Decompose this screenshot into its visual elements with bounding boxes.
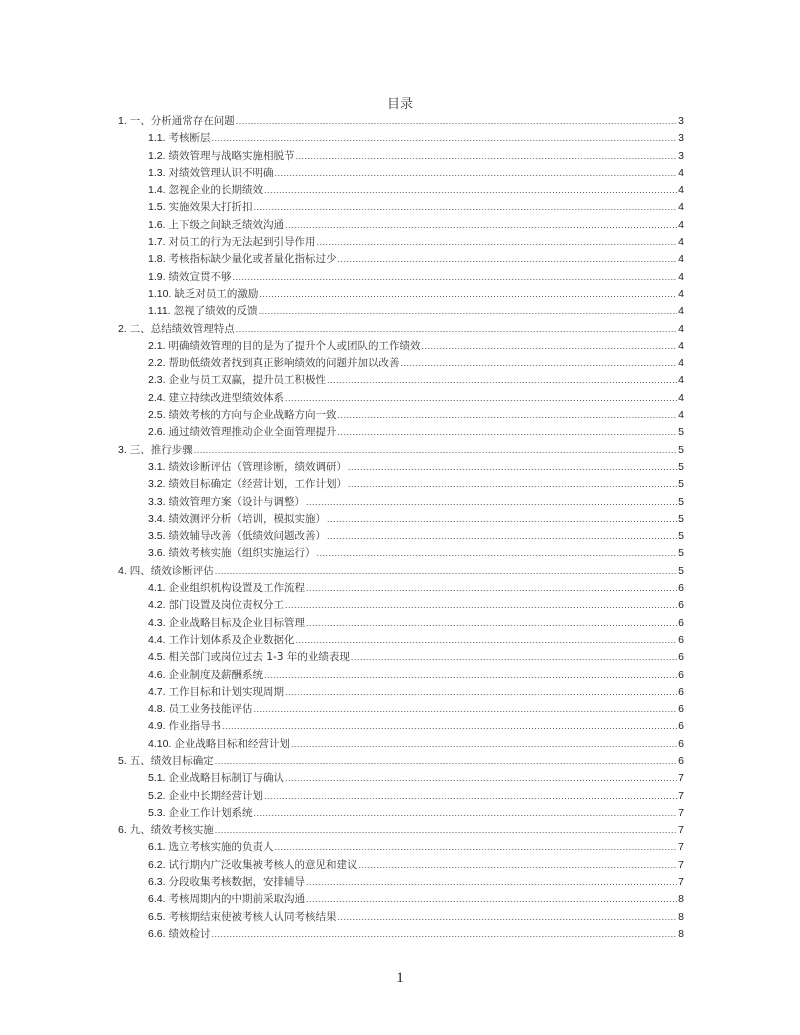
- dot-leader: [236, 321, 677, 338]
- toc-entry-text: 三、推行步骤: [129, 443, 193, 456]
- dot-leader: [275, 839, 678, 856]
- toc-entry-number: 1.1.: [148, 132, 166, 145]
- toc-entry-number: 1.3.: [148, 166, 166, 179]
- toc-entry-level2[interactable]: [118, 580, 684, 597]
- dot-leader: [338, 251, 678, 268]
- toc-entry-page: 8: [678, 893, 684, 906]
- dot-leader: [264, 788, 677, 805]
- dot-leader: [264, 667, 677, 684]
- toc-entry-level2[interactable]: [118, 372, 684, 389]
- toc-entry-text: 绩效考核的方向与企业战略方向一致: [168, 409, 337, 422]
- toc-entry-number: 4.9.: [148, 720, 166, 733]
- toc-entry-text: 企业中长期经营计划: [168, 789, 264, 802]
- toc-entry-page: 7: [678, 806, 684, 819]
- toc-entry-level2[interactable]: [118, 217, 684, 234]
- dot-leader: [259, 286, 677, 303]
- toc-entry-level2[interactable]: [118, 597, 684, 614]
- toc-entry-level2[interactable]: [118, 234, 684, 251]
- toc-entry-text: 绩效宣贯不够: [168, 270, 232, 283]
- toc-entry-number: 6.5.: [148, 910, 166, 923]
- toc-entry-level2[interactable]: [118, 165, 684, 182]
- dot-leader: [275, 165, 678, 182]
- toc-entry-number: 1.10.: [148, 287, 172, 300]
- toc-entry-number: 4.1.: [148, 582, 166, 595]
- toc-entry-level2[interactable]: [118, 667, 684, 684]
- toc-entry-level2[interactable]: [118, 857, 684, 874]
- toc-entry-text: 员工业务技能评估: [168, 703, 253, 716]
- toc-entry-level2[interactable]: [118, 303, 684, 320]
- toc-entry-level2[interactable]: [118, 148, 684, 165]
- dot-leader: [306, 494, 677, 511]
- dot-leader: [306, 615, 677, 632]
- toc-entry-text: 缺乏对员工的激励: [174, 287, 259, 300]
- toc-entry-level2[interactable]: [118, 891, 684, 908]
- toc-entry-text: 绩效检讨: [168, 927, 211, 940]
- toc-entry-page: 5: [678, 426, 684, 439]
- toc-entry-text: 九、绩效考核实施: [129, 824, 214, 837]
- toc-entry-text: 企业战略目标制订与确认: [168, 772, 285, 785]
- toc-entry-page: 7: [678, 841, 684, 854]
- dot-leader: [285, 597, 677, 614]
- toc-entry-level2[interactable]: [118, 649, 684, 666]
- toc-entry-level2[interactable]: [118, 182, 684, 199]
- toc-entry-number: 1.8.: [148, 253, 166, 266]
- toc-entry-level2[interactable]: [118, 632, 684, 649]
- toc-entry-page: 4: [678, 409, 684, 422]
- toc-entry-level2[interactable]: [118, 839, 684, 856]
- toc-entry-text: 建立持续改进型绩效体系: [168, 391, 285, 404]
- toc-entry-number: 4.3.: [148, 616, 166, 629]
- toc-entry-page: 4: [678, 322, 684, 335]
- toc-entry-number: 2.5.: [148, 409, 166, 422]
- toc-entry-page: 5: [678, 443, 684, 456]
- toc-entry-number: 6.: [118, 824, 127, 837]
- toc-entry-page: 5: [678, 547, 684, 560]
- toc-entry-page: 5: [678, 460, 684, 473]
- toc-entry-level2[interactable]: [118, 459, 684, 476]
- dot-leader: [215, 822, 677, 839]
- toc-entry-text: 忽视了绩效的反馈: [173, 305, 258, 318]
- toc-entry-page: 7: [678, 824, 684, 837]
- toc-entry-page: 5: [678, 495, 684, 508]
- toc-entry-page: 4: [678, 374, 684, 387]
- dot-leader: [296, 632, 678, 649]
- toc-entry-level2[interactable]: [118, 874, 684, 891]
- toc-entry-text: 对绩效管理认识不明确: [168, 166, 274, 179]
- dot-leader: [327, 511, 677, 528]
- toc-entry-text: 二、总结绩效管理特点: [129, 322, 235, 335]
- dot-leader: [259, 303, 678, 320]
- toc-entry-number: 6.4.: [148, 893, 166, 906]
- dot-leader: [236, 113, 677, 130]
- toc-entry-level2[interactable]: [118, 701, 684, 718]
- toc-entry-page: 6: [678, 668, 684, 681]
- toc-entry-number: 5.2.: [148, 789, 166, 802]
- toc-entry-number: 1.7.: [148, 236, 166, 249]
- dot-leader: [338, 407, 678, 424]
- dot-leader: [254, 199, 678, 216]
- toc-entry-page: 4: [678, 305, 684, 318]
- page-number: 1: [396, 970, 404, 986]
- toc-entry-text: 企业与员工双赢，提升员工积极性: [168, 374, 327, 387]
- toc-entry-text: 相关部门或岗位过去 1-3 年的业绩表现: [168, 651, 350, 664]
- toc-entry-number: 4.: [118, 564, 127, 577]
- toc-entry-level2[interactable]: [118, 770, 684, 787]
- toc-entry-text: 绩效诊断评估（管理诊断，绩效调研）: [168, 460, 348, 473]
- toc-entry-page: 4: [678, 287, 684, 300]
- toc-entry-page: 7: [678, 789, 684, 802]
- dot-leader: [285, 684, 677, 701]
- toc-entry-number: 2.2.: [148, 357, 166, 370]
- toc-entry-level1[interactable]: [118, 113, 684, 130]
- toc-entry-text: 企业组织机构设置及工作流程: [168, 582, 306, 595]
- toc-entry-number: 3.2.: [148, 478, 166, 491]
- dot-leader: [338, 909, 678, 926]
- dot-leader: [306, 580, 677, 597]
- toc-entry-page: 4: [678, 357, 684, 370]
- toc-entry-text: 绩效测评分析（培训，模拟实施）: [168, 512, 327, 525]
- toc-entry-number: 5.3.: [148, 806, 166, 819]
- toc-entry-number: 1.11.: [148, 305, 171, 318]
- dot-leader: [285, 770, 677, 787]
- dot-leader: [338, 424, 678, 441]
- toc-entry-number: 4.7.: [148, 685, 166, 698]
- toc-entry-text: 企业制度及薪酬系统: [168, 668, 264, 681]
- toc-entry-text: 考核周期内的中期前采取沟通: [168, 893, 306, 906]
- toc-entry-number: 1.5.: [148, 201, 166, 214]
- toc-entry-level2[interactable]: [118, 355, 684, 372]
- toc-entry-text: 对员工的行为无法起到引导作用: [168, 236, 316, 249]
- table-of-contents: [118, 113, 684, 943]
- toc-entry-page: 6: [678, 685, 684, 698]
- toc-entry-number: 5.1.: [148, 772, 166, 785]
- toc-entry-number: 6.2.: [148, 858, 166, 871]
- toc-entry-text: 一、分析通常存在问题: [129, 115, 235, 127]
- toc-entry-text: 四、绩效诊断评估: [129, 564, 214, 577]
- toc-entry-level2[interactable]: [118, 684, 684, 701]
- dot-leader: [215, 753, 677, 770]
- toc-entry-level2[interactable]: [118, 390, 684, 407]
- toc-entry-page: 4: [678, 218, 684, 231]
- toc-entry-text: 实施效果大打折扣: [168, 201, 253, 214]
- toc-entry-number: 4.4.: [148, 633, 166, 646]
- toc-entry-page: 5: [678, 478, 684, 491]
- toc-entry-text: 绩效管理方案（设计与调整）: [168, 495, 306, 508]
- toc-entry-page: 4: [678, 236, 684, 249]
- toc-entry-page: 6: [678, 720, 684, 733]
- dot-leader: [296, 148, 678, 165]
- dot-leader: [422, 338, 678, 355]
- toc-entry-level2[interactable]: [118, 286, 684, 303]
- toc-entry-text: 选立考核实施的负责人: [168, 841, 274, 854]
- dot-leader: [317, 234, 678, 251]
- toc-entry-number: 1.2.: [148, 149, 166, 162]
- toc-entry-text: 绩效考核实施（组织实施运行）: [168, 547, 316, 560]
- toc-entry-page: 8: [678, 927, 684, 940]
- toc-entry-page: 3: [678, 132, 684, 145]
- toc-entry-text: 分段收集考核数据，安排辅导: [168, 876, 306, 889]
- toc-entry-level1[interactable]: [118, 563, 684, 580]
- dot-leader: [306, 891, 677, 908]
- toc-entry-page: 7: [678, 772, 684, 785]
- toc-entry-page: 4: [678, 184, 684, 197]
- toc-entry-number: 4.2.: [148, 599, 166, 612]
- dot-leader: [254, 701, 678, 718]
- toc-entry-text: 企业战略目标及企业目标管理: [168, 616, 306, 629]
- toc-entry-level2[interactable]: [118, 926, 684, 943]
- dot-leader: [317, 545, 678, 562]
- toc-entry-page: 6: [678, 651, 684, 664]
- toc-entry-page: 6: [678, 633, 684, 646]
- toc-entry-level2[interactable]: [118, 251, 684, 268]
- toc-entry-level1[interactable]: [118, 442, 684, 459]
- toc-entry-number: 4.10.: [148, 737, 172, 750]
- toc-entry-level2[interactable]: [118, 269, 684, 286]
- toc-entry-level2[interactable]: [118, 545, 684, 562]
- toc-entry-number: 2.3.: [148, 374, 166, 387]
- toc-entry-number: 2.: [118, 322, 127, 335]
- toc-entry-number: 5.: [118, 754, 127, 767]
- toc-entry-level2[interactable]: [118, 494, 684, 511]
- toc-entry-page: 6: [678, 599, 684, 612]
- toc-entry-number: 3.4.: [148, 512, 166, 525]
- toc-entry-level2[interactable]: [118, 424, 684, 441]
- toc-entry-number: 4.5.: [148, 651, 166, 664]
- toc-entry-number: 6.3.: [148, 876, 166, 889]
- dot-leader: [233, 269, 678, 286]
- toc-entry-level2[interactable]: [118, 736, 684, 753]
- toc-entry-text: 通过绩效管理推动企业全面管理提升: [168, 426, 337, 439]
- dot-leader: [327, 528, 677, 545]
- toc-entry-text: 企业战略目标和经营计划: [174, 737, 290, 750]
- toc-entry-text: 五、绩效目标确定: [129, 754, 214, 767]
- toc-entry-page: 3: [678, 115, 684, 127]
- toc-entry-level2[interactable]: [118, 476, 684, 493]
- dot-leader: [306, 874, 677, 891]
- toc-entry-number: 1.4.: [148, 184, 166, 197]
- dot-leader: [327, 372, 677, 389]
- toc-entry-page: 6: [678, 703, 684, 716]
- toc-entry-text: 作业指导书: [168, 720, 222, 733]
- dot-leader: [254, 805, 678, 822]
- toc-entry-page: 4: [678, 253, 684, 266]
- toc-entry-level2[interactable]: [118, 511, 684, 528]
- toc-entry-number: 1.: [118, 115, 127, 127]
- toc-entry-number: 2.6.: [148, 426, 166, 439]
- toc-entry-number: 2.4.: [148, 391, 166, 404]
- dot-leader: [351, 649, 677, 666]
- toc-entry-page: 3: [678, 149, 684, 162]
- dot-leader: [215, 563, 677, 580]
- toc-entry-text: 绩效目标确定（经营计划，工作计划）: [168, 478, 348, 491]
- toc-entry-level2[interactable]: [118, 407, 684, 424]
- toc-entry-level2[interactable]: [118, 718, 684, 735]
- toc-entry-number: 3.6.: [148, 547, 166, 560]
- toc-entry-level2[interactable]: [118, 338, 684, 355]
- dot-leader: [222, 718, 677, 735]
- toc-entry-page: 6: [678, 616, 684, 629]
- toc-entry-page: 5: [678, 564, 684, 577]
- dot-leader: [212, 926, 678, 943]
- toc-entry-level2[interactable]: [118, 788, 684, 805]
- toc-entry-number: 3.5.: [148, 530, 166, 543]
- toc-entry-level2[interactable]: [118, 528, 684, 545]
- toc-entry-level2[interactable]: [118, 909, 684, 926]
- dot-leader: [194, 442, 677, 459]
- toc-entry-text: 工作计划体系及企业数据化: [168, 633, 295, 646]
- toc-entry-page: 4: [678, 166, 684, 179]
- toc-entry-page: 6: [678, 754, 684, 767]
- toc-entry-text: 帮助低绩效者找到真正影响绩效的问题并加以改善: [168, 357, 400, 370]
- toc-entry-level1[interactable]: [118, 753, 684, 770]
- dot-leader: [401, 355, 678, 372]
- toc-entry-page: 7: [678, 876, 684, 889]
- dot-leader: [212, 130, 678, 147]
- toc-entry-page: 8: [678, 910, 684, 923]
- toc-entry-text: 试行期内广泛收集被考核人的意见和建议: [168, 858, 358, 871]
- toc-entry-page: 6: [678, 582, 684, 595]
- toc-entry-number: 4.8.: [148, 703, 166, 716]
- toc-entry-text: 忽视企业的长期绩效: [168, 184, 264, 197]
- dot-leader: [264, 182, 677, 199]
- toc-entry-text: 上下级之间缺乏绩效沟通: [168, 218, 285, 231]
- toc-entry-text: 绩效管理与战略实施相脱节: [168, 149, 295, 162]
- toc-entry-text: 明确绩效管理的目的是为了提升个人或团队的工作绩效: [168, 339, 421, 352]
- toc-entry-number: 2.1.: [148, 339, 166, 352]
- toc-entry-number: 3.3.: [148, 495, 166, 508]
- toc-entry-text: 绩效辅导改善（低绩效问题改善）: [168, 530, 327, 543]
- toc-title: 目录: [386, 97, 413, 112]
- dot-leader: [291, 736, 677, 753]
- toc-entry-level2[interactable]: [118, 615, 684, 632]
- toc-entry-text: 部门设置及岗位责权分工: [168, 599, 285, 612]
- toc-entry-text: 考核断层: [168, 132, 211, 145]
- toc-entry-number: 3.: [118, 443, 127, 456]
- toc-entry-level1[interactable]: [118, 321, 684, 338]
- toc-entry-page: 5: [678, 512, 684, 525]
- toc-entry-level2[interactable]: [118, 199, 684, 216]
- toc-entry-number: 1.6.: [148, 218, 166, 231]
- toc-entry-number: 6.6.: [148, 927, 166, 940]
- toc-entry-level2[interactable]: [118, 805, 684, 822]
- toc-entry-number: 3.1.: [148, 460, 166, 473]
- dot-leader: [285, 217, 677, 234]
- toc-entry-text: 工作目标和计划实现周期: [168, 685, 285, 698]
- toc-entry-text: 考核期结束使被考核人认同考核结果: [168, 910, 337, 923]
- toc-entry-page: 4: [678, 339, 684, 352]
- toc-entry-page: 4: [678, 391, 684, 404]
- toc-entry-page: 6: [678, 737, 684, 750]
- dot-leader: [348, 459, 677, 476]
- toc-entry-page: 4: [678, 201, 684, 214]
- toc-entry-text: 企业工作计划系统: [168, 806, 253, 819]
- toc-entry-page: 5: [678, 530, 684, 543]
- toc-entry-level1[interactable]: [118, 822, 684, 839]
- toc-entry-page: 4: [678, 270, 684, 283]
- toc-entry-page: 7: [678, 858, 684, 871]
- dot-leader: [285, 390, 677, 407]
- toc-entry-level2[interactable]: [118, 130, 684, 147]
- dot-leader: [359, 857, 678, 874]
- toc-entry-number: 1.9.: [148, 270, 166, 283]
- toc-entry-text: 考核指标缺少量化或者量化指标过少: [168, 253, 337, 266]
- toc-entry-number: 6.1.: [148, 841, 166, 854]
- dot-leader: [348, 476, 677, 493]
- toc-entry-number: 4.6.: [148, 668, 166, 681]
